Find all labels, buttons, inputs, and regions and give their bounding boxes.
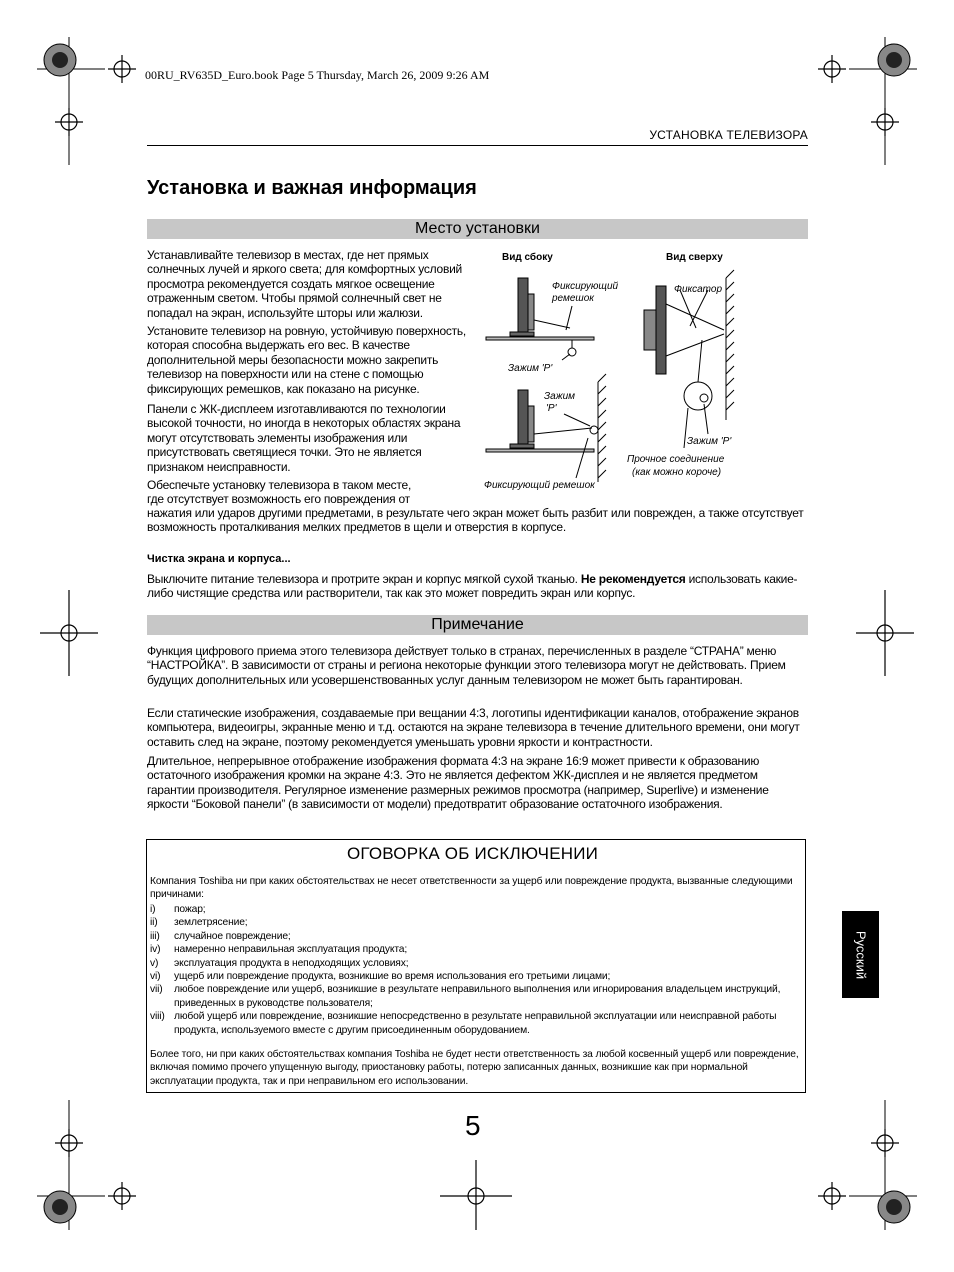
top-view-label: Вид сверху (666, 252, 723, 263)
list-item-text: пожар; (174, 904, 206, 915)
fixing-strap (534, 320, 570, 328)
disclaimer-intro: Компания Toshiba ни при каких обстоятельствах не несет ответственности за ущерб или повреждение продукта, вызванные следующими причинами: (150, 876, 793, 901)
starburst-rosette-br (878, 1191, 910, 1223)
list-item (150, 1010, 802, 1037)
registration-target (440, 1160, 512, 1230)
registration-target (871, 1129, 899, 1157)
cleaning-text-bold: Не рекомендуется (580, 572, 686, 586)
registration-target (856, 590, 914, 676)
detail-circle-link (698, 340, 702, 382)
registration-target (55, 1129, 83, 1157)
registration-target (108, 55, 136, 83)
table-top (486, 337, 594, 340)
side-view-label: Вид сбоку (502, 252, 553, 263)
strap-callout-2 (576, 438, 588, 478)
installation-paragraph-2: Установите телевизор на ровную, устойчивую поверхность, которая способна выдержать его вес. В качестве дополнительной меры безопасности можно закрепить телевизор на поверхности или на стене с помощью фиксирующих ремешков, как показано на рисунке. (147, 324, 466, 396)
list-item (150, 930, 802, 943)
wall-hatch-top (726, 270, 734, 410)
tv-top-panel (656, 286, 666, 374)
latch-label: Фиксатор (674, 284, 723, 295)
latch-callout-2 (690, 290, 708, 326)
note-paragraph-1: Функция цифрового приема этого телевизора действует только в странах, перечисленных в разделе “СТРАНА” меню “НАСТРОЙКА”. В зависимости от страны и региона некоторые функции этого телевизора могут не действовать. Прием будущих дополнительных или усовершенствованных услуг данным телевизором не может быть гарантирован. (147, 644, 786, 687)
clip-callout-2 (564, 414, 590, 426)
running-header: УСТАНОВКА ТЕЛЕВИЗОРА (649, 128, 808, 142)
cleaning-heading: Чистка экрана и корпуса... (147, 553, 291, 565)
clip-p-label-3: Зажим 'P' (687, 436, 732, 447)
list-item-text: землетрясение; (174, 917, 248, 929)
header-rule (147, 145, 808, 146)
clip-p-label-2a: Зажим (544, 391, 575, 402)
table-top-2 (486, 449, 594, 452)
section-heading-installation: Место установки (147, 219, 808, 239)
list-item (150, 916, 802, 929)
list-item (150, 970, 802, 983)
clip-callout (562, 354, 570, 360)
latch-callout (680, 290, 696, 328)
strap-callout (566, 306, 572, 330)
registration-target (818, 55, 846, 83)
fixing-strap-2 (534, 428, 592, 434)
list-item-number: vii) (150, 984, 163, 996)
installation-paragraph-3: Панели с ЖК-дисплеем изготавливаются по технологии высокой точности, но иногда в некоторых областях экрана могут отсутствовать элементы изображения или присутствовать светящиеся точки. Это не является признаком неисправности. (147, 402, 461, 474)
section-heading-note: Примечание (147, 615, 808, 635)
installation-diagram-svg (480, 248, 810, 492)
list-item-number: v) (150, 957, 159, 969)
list-item (150, 903, 802, 916)
registration-target (818, 1182, 846, 1210)
cleaning-text (147, 572, 808, 601)
tv-side-panel (518, 278, 528, 334)
clip-p-label-1: Зажим 'P' (508, 363, 553, 374)
tv-side-back (528, 294, 534, 330)
installation-diagram (480, 248, 810, 492)
list-item-number: iii) (150, 930, 160, 942)
disclaimer-box (146, 839, 806, 1093)
list-item-number: vi) (150, 971, 161, 983)
disclaimer-heading: ОГОВОРКА ОБ ИСКЛЮЧЕНИИ (347, 844, 599, 863)
wall-hatch (598, 374, 606, 478)
tv-top-stand (644, 310, 656, 350)
page-number: 5 (465, 1110, 481, 1141)
list-item-text: эксплуатация продукта в неподходящих условиях; (174, 957, 409, 969)
list-item-text: ущерб или повреждение продукта, возникшие во время использования его третьими лицами; (174, 971, 611, 983)
strap-top-2 (666, 334, 724, 356)
clip-p-detail (700, 394, 708, 402)
strap-bottom-label: Фиксирующий ремешок (484, 480, 595, 491)
tv-stand-base (510, 332, 534, 336)
language-tab (842, 911, 879, 998)
cleaning-text-after: использовать какие-либо чистящие средства или растворители, так как это может повредить экран или корпус. (147, 572, 798, 601)
cleaning-text-before: Выключите питание телевизора и протрите экран и корпус мягкой сухой тканью. (147, 572, 581, 586)
registration-target (108, 1182, 136, 1210)
list-item-text: случайное повреждение; (174, 930, 291, 942)
list-item-text: любой ущерб или повреждение, возникшие непосредственно в результате неправильной эксплуатации или неисправной работы продукта, используемого вместе с другим присоединенным оборудованием. (174, 1011, 777, 1036)
starburst-rosette-bl (44, 1191, 76, 1223)
clip-callout-3 (704, 404, 708, 434)
disclaimer-list (150, 903, 802, 1037)
note-paragraph-3: Длительное, непрерывное отображение изображения формата 4:3 на экране 16:9 может привести к образованию остаточного изображения кромки на экране 4:3. Это не является дефектом ЖК-дисплея и не является предметом гарантии производителя. Регулярное изменение размерных режимов просмотра (например, Superlive) и изменение яркости “Боковой панели” (в зависимости от модели) предотвратит образование остаточного изображения. (147, 754, 769, 812)
strap-label-line2: ремешок (552, 293, 595, 304)
tv-stand-base-2 (510, 444, 534, 448)
strap-label-line1: Фиксирующий (552, 281, 619, 292)
installation-paragraph-1: Устанавливайте телевизор в местах, где нет прямых солнечных лучей и яркого света; для комфортных условий просмотра рекомендуется создать мягкое освещение отраженным светом. Чтобы прямой солнечный свет не попадал на экран, используйте шторы или жалюзи. (147, 248, 462, 320)
clip-p-hook-2 (590, 426, 598, 434)
list-item (150, 983, 802, 1010)
language-tab-label: Русский (853, 930, 868, 979)
installation-paragraph-4-line2: где отсутствует возможность его повреждения от (147, 492, 410, 506)
clip-p-label-2b: 'P' (546, 403, 557, 414)
registration-target (55, 108, 83, 136)
strong-connection-line1: Прочное соединение (627, 454, 725, 465)
page-title: Установка и важная информация (147, 177, 477, 199)
disclaimer-closing: Более того, ни при каких обстоятельствах компания Toshiba не будет нести ответственность за любой косвенный ущерб или повреждение, включая помимо прочего упущенную выгоду, приостановку работы, потерю записанных данных, возникшие как при нормальной эксплуатации продукта, так и при неправильном его использовании. (150, 1049, 799, 1087)
installation-paragraph-4-line1: Обеспечьте установку телевизора в таком месте, (147, 478, 412, 492)
list-item-number: ii) (150, 917, 158, 929)
registration-target (40, 590, 98, 676)
list-item-number: viii) (150, 1011, 165, 1023)
list-item (150, 957, 802, 970)
tv-side-back-2 (528, 406, 534, 442)
print-info-slug: 00RU_RV635D_Euro.book Page 5 Thursday, March 26, 2009 9:26 AM (145, 68, 490, 82)
list-item-number: iv) (150, 944, 161, 956)
starburst-rosette-tl (44, 44, 76, 76)
list-item (150, 943, 802, 956)
installation-paragraph-4-rest: нажатия или ударов другими предметами, в результате чего экран может быть разбит или поврежден, а также отсутствует возможность проталкивания мелких предметов в щели и отверстия в корпусе. (147, 506, 804, 535)
note-paragraph-2: Если статические изображения, создаваемые при вещании 4:3, логотипы идентификации каналов, отображение экранов компьютера, видеоигры, экранные меню и т.д. остаются на экране телевизора в течение длительного времени, они могут оставить след на экране, поэтому рекомендуется уменьшать уровни яркости и контрастности. (147, 706, 800, 749)
list-item-text: любое повреждение или ущерб, возникшие в результате неправильного выполнения или игнорирования владельцем инструкций, приведенных в руководстве пользователя; (174, 984, 781, 1009)
tv-side-panel-2 (518, 390, 528, 446)
starburst-rosette-tr (878, 44, 910, 76)
list-item-text: намеренно неправильная эксплуатация продукта; (174, 944, 408, 956)
list-item-number: i) (150, 904, 156, 915)
strong-connection-line2: (как можно короче) (632, 467, 722, 478)
registration-target (871, 108, 899, 136)
